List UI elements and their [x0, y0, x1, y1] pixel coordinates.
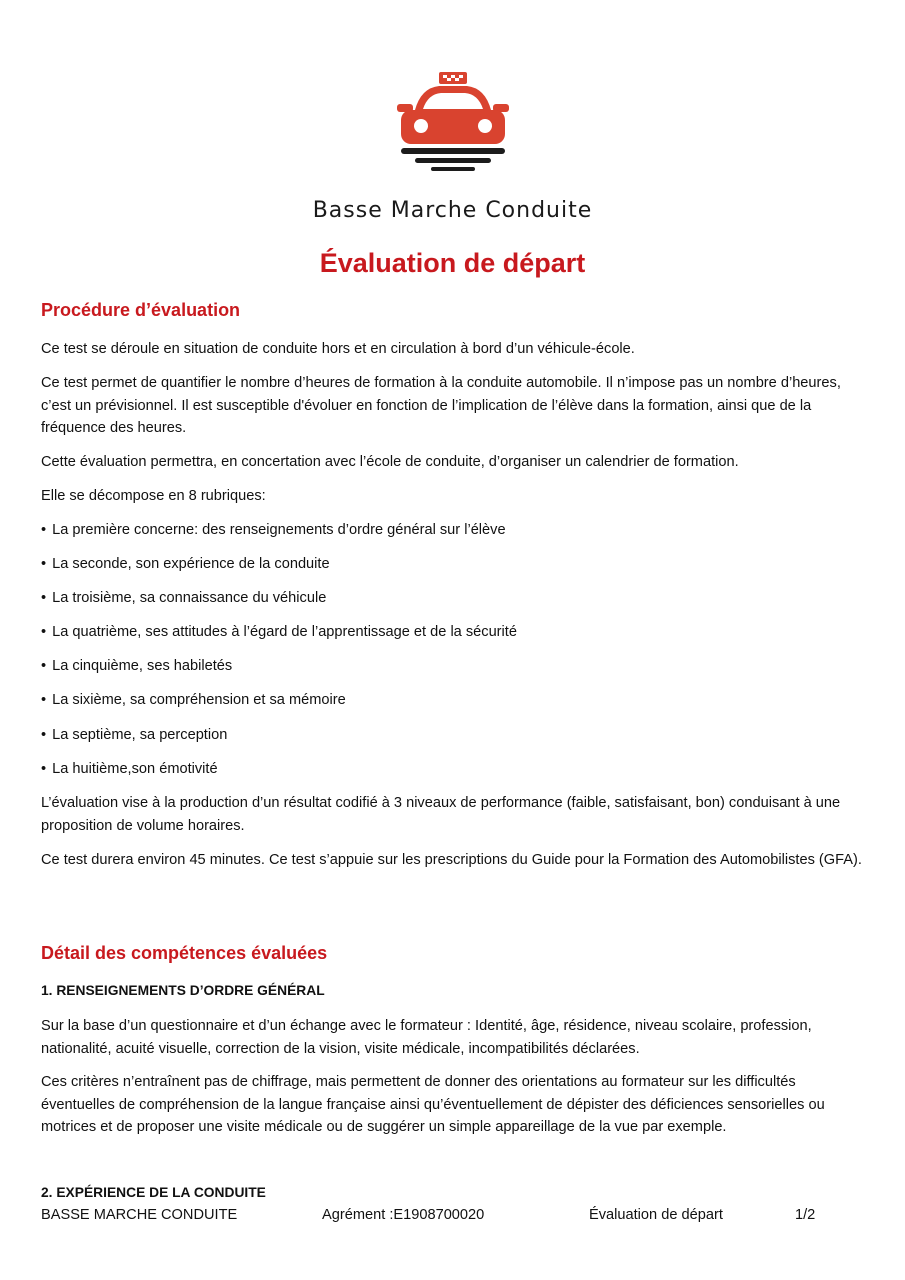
bullet-icon: • — [41, 556, 47, 572]
school-logo — [0, 72, 905, 223]
paragraph: Ce test permet de quantifier le nombre d’heures de formation à la conduite automobile. Il n’impose pas un nombre d’heures, c’est un prévisionnel. Il est susceptible d'évoluer en fonction de l’implication de l’élève dans la formation, ainsi que de la fréquence des heures. — [41, 375, 841, 436]
footer-school-name: BASSE MARCHE CONDUITE — [41, 1207, 238, 1223]
paragraph: Sur la base d’un questionnaire et d’un échange avec le formateur : Identité, âge, résidence, niveau scolaire, profession, nationalité, acuité visuelle, correction de la vision, visite médicale, incompatibilités déclarées. — [41, 1018, 812, 1057]
list-item: • La seconde, son expérience de la conduite — [41, 556, 330, 572]
bullet-icon: • — [41, 624, 47, 640]
paragraph: Ces critères n’entraînent pas de chiffrage, mais permettent de donner des orientations au formateur sur les difficultés éventuelles de compréhension de la langue française ainsi qu’éventuellement de dépister des déficiences sensorielles ou motrices et de proposer une visite médicale ou de suggérer un simple appareillage de la vue par exemple. — [41, 1074, 825, 1135]
page-title: Évaluation de départ — [319, 248, 586, 278]
footer-doc-title: Évaluation de départ — [589, 1207, 723, 1223]
list-item: • La huitième,son émotivité — [41, 761, 218, 777]
bullet-icon: • — [41, 692, 47, 708]
footer-agrement: Agrément :E1908700020 — [322, 1207, 485, 1223]
taxi-car-icon — [385, 72, 521, 172]
paragraph: Ce test se déroule en situation de conduite hors et en circulation à bord d’un véhicule-école. — [41, 341, 635, 357]
bullet-icon: • — [41, 590, 47, 606]
bullet-icon: • — [41, 727, 47, 743]
list-item: • La septième, sa perception — [41, 727, 228, 743]
list-item: • La première concerne: des renseignements d’ordre général sur l’élève — [41, 522, 506, 538]
list-item: • La sixième, sa compréhension et sa mémoire — [41, 692, 346, 708]
paragraph: Cette évaluation permettra, en concertation avec l’école de conduite, d’organiser un calendrier de formation. — [41, 454, 739, 470]
list-item: • La quatrième, ses attitudes à l’égard de l’apprentissage et de la sécurité — [41, 624, 517, 640]
subsection-heading: 2. EXPÉRIENCE DE LA CONDUITE — [41, 1185, 266, 1200]
bullet-icon: • — [41, 761, 47, 777]
list-item: • La cinquième, ses habiletés — [41, 658, 233, 674]
page-number: 1/2 — [795, 1207, 816, 1223]
bullet-icon: • — [41, 522, 47, 538]
paragraph: Elle se décompose en 8 rubriques: — [41, 488, 266, 504]
list-item: • La troisième, sa connaissance du véhicule — [41, 590, 327, 606]
section-heading-procedure: Procédure d’évaluation — [41, 300, 241, 320]
bullet-icon: • — [41, 658, 47, 674]
paragraph: L’évaluation vise à la production d’un résultat codifié à 3 niveaux de performance (faible, satisfaisant, bon) conduisant à une proposition de volume horaires. — [41, 795, 841, 834]
subsection-heading: 1. RENSEIGNEMENTS D’ORDRE GÉNÉRAL — [41, 983, 325, 998]
logo-text: Basse Marche Conduite — [312, 198, 593, 223]
paragraph: Ce test durera environ 45 minutes. Ce test s’appuie sur les prescriptions du Guide pour la Formation des Automobilistes (GFA). — [41, 852, 862, 868]
section-heading-competences: Détail des compétences évaluées — [41, 943, 328, 963]
